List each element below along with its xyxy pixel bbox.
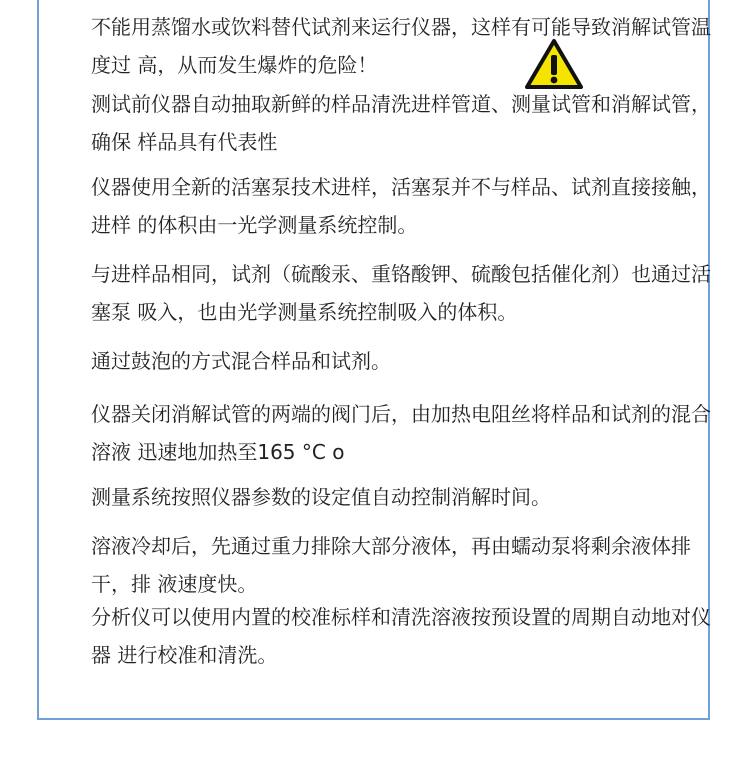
paragraph-drain: 溶液冷却后，先通过重力排除大部分液体，再由蠕动泵将剩余液体排干，排 液速度快。 (91, 534, 691, 596)
paragraph-mixing: 通过鼓泡的方式混合样品和试剂。 (91, 349, 391, 373)
warning-triangle-icon (524, 38, 584, 90)
paragraph-piston-pump: 仪器使用全新的活塞泵技术进样，活塞泵并不与样品、试剂直接接触，进样 的体积由一光学测量系统控制。 (91, 175, 711, 237)
paragraph-reagent: 与进样品相同，试剂（硫酸汞、重铬酸钾、硫酸包括催化剂）也通过活塞泵 吸入，也由光学测量系统控制吸入的体积。 (91, 262, 711, 324)
paragraph-digestion-time: 测量系统按照仪器参数的设定值自动控制消解时间。 (91, 485, 551, 509)
paragraph-sampling: 测试前仪器自动抽取新鲜的样品清洗进样管道、测量试管和消解试管，确保 样品具有代表性 (91, 92, 711, 154)
paragraph-heating: 仪器关闭消解试管的两端的阀门后，由加热电阻丝将样品和试剂的混合溶液 迅速地加热至165 °C o (91, 402, 711, 464)
paragraph-calibration: 分析仪可以使用内置的校准标样和清洗溶液按预设置的周期自动地对仪器 进行校准和清洗。 (91, 605, 711, 667)
paragraph-warning: 不能用蒸馏水或饮料替代试剂来运行仪器，这样有可能导致消解试管温度过 高，从而发生爆炸的危险！ (91, 15, 711, 77)
